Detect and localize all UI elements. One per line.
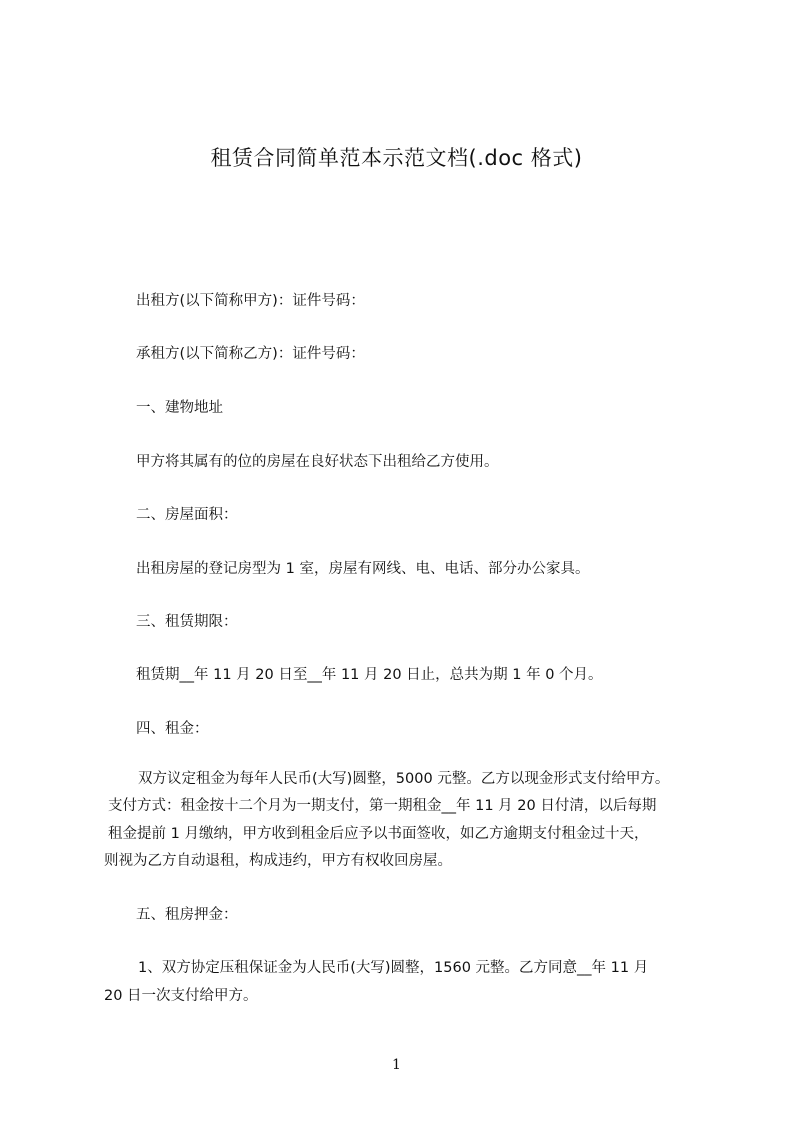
section-heading-term: 三、租赁期限： bbox=[136, 614, 238, 630]
paragraph-deposit-line-2: 20 日一次支付给甲方。 bbox=[104, 988, 258, 1004]
section-heading-address: 一、建物地址 bbox=[136, 400, 223, 416]
section-heading-rent: 四、租金： bbox=[136, 721, 209, 737]
lessor-line: 出租方(以下简称甲方)：证件号码： bbox=[136, 293, 365, 309]
lessee-line: 承租方(以下简称乙方)：证件号码： bbox=[136, 346, 365, 362]
section-heading-deposit: 五、租房押金： bbox=[136, 907, 238, 923]
section-heading-area: 二、房屋面积： bbox=[136, 507, 238, 523]
paragraph-rent-line-4: 则视为乙方自动退租，构成违约，甲方有权收回房屋。 bbox=[104, 853, 452, 869]
document-title: 租赁合同简单范本示范文档(.doc 格式) bbox=[210, 146, 583, 170]
paragraph-area: 出租房屋的登记房型为 1 室，房屋有网线、电、电话、部分办公家具。 bbox=[136, 561, 590, 577]
paragraph-term: 租赁期__年 11 月 20 日至__年 11 月 20 日止，总共为期 1 年 0 个月。 bbox=[136, 667, 603, 683]
paragraph-deposit-line-1: 1、双方协定压租保证金为人民币(大写)圆整，1560 元整。乙方同意__年 11 月 bbox=[138, 960, 649, 976]
paragraph-rent-line-2: 支付方式：租金按十二个月为一期支付，第一期租金__年 11 月 20 日付清，以后每期 bbox=[108, 798, 657, 814]
paragraph-rent-line-3: 租金提前 1 月缴纳，甲方收到租金后应予以书面签收，如乙方逾期支付租金过十天， bbox=[108, 826, 649, 842]
page-number: 1 bbox=[392, 1057, 401, 1073]
paragraph-address: 甲方将其属有的位的房屋在良好状态下出租给乙方使用。 bbox=[136, 454, 499, 470]
paragraph-rent-line-1: 双方议定租金为每年人民币(大写)圆整，5000 元整。乙方以现金形式支付给甲方。 bbox=[138, 771, 670, 787]
